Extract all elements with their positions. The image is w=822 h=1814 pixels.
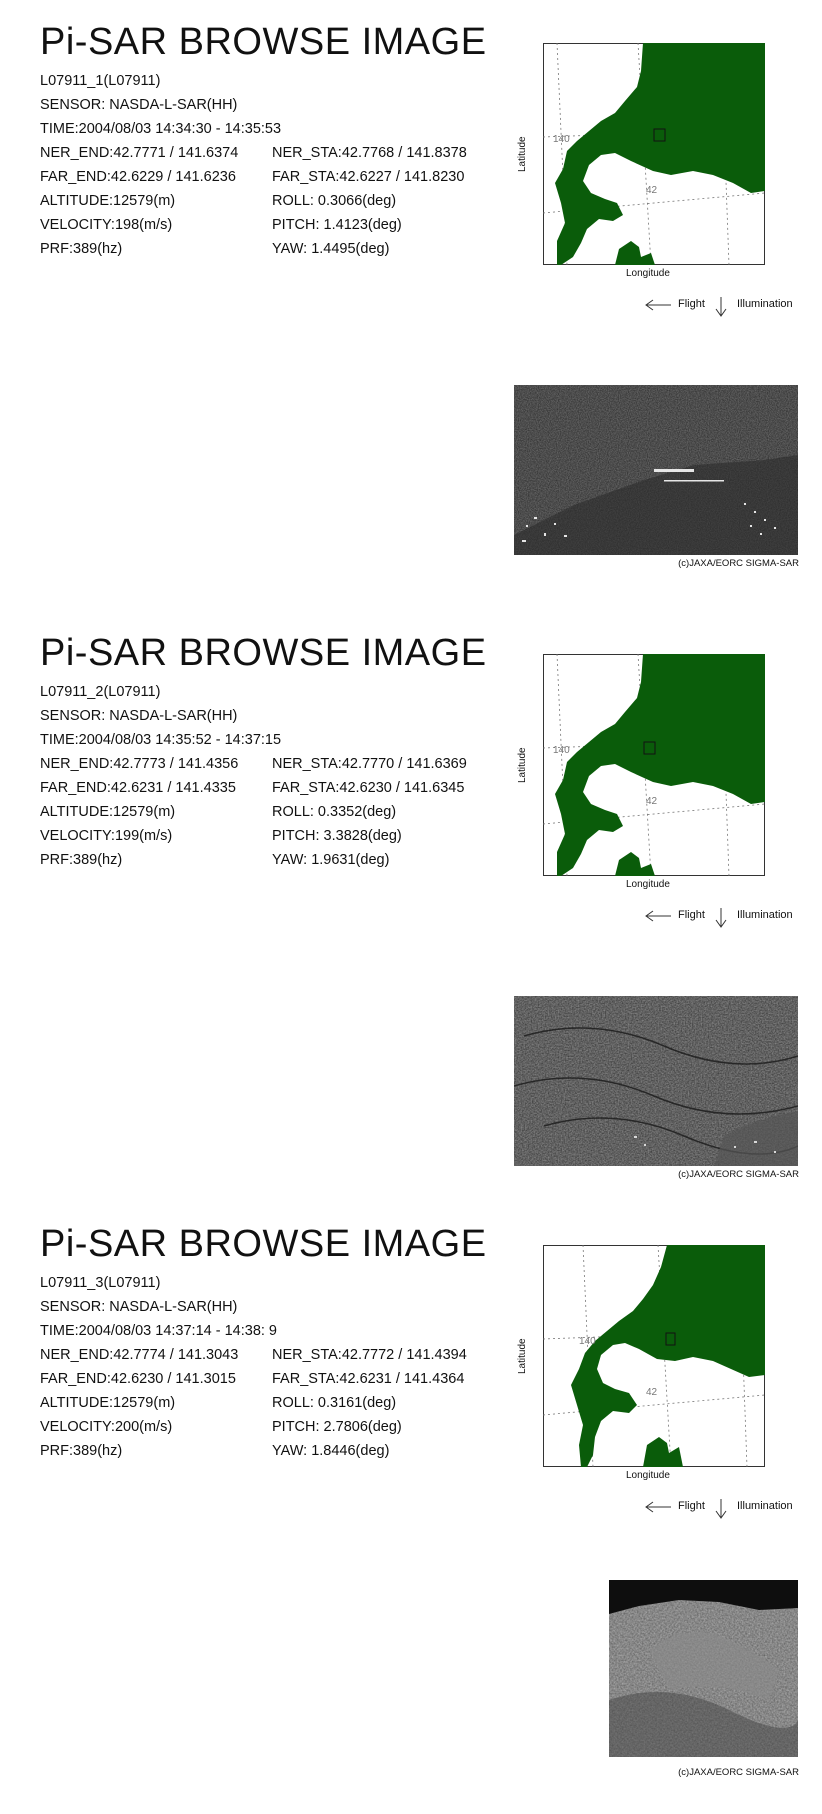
- browse-record-2: [0, 611, 822, 1223]
- location-map: [543, 1245, 765, 1467]
- location-map: [543, 43, 765, 265]
- yaw-text: YAW: 1.9631(deg): [272, 852, 390, 868]
- altitude-text: ALTITUDE:12579(m): [40, 804, 176, 820]
- illumination-arrow-icon: [713, 907, 729, 929]
- grid-label-lat: 42: [646, 796, 658, 807]
- pitch-text: PITCH: 1.4123(deg): [272, 217, 402, 233]
- scene-id: L07911_3(L07911): [40, 1275, 161, 1291]
- yaw-text: YAW: 1.4495(deg): [272, 241, 390, 257]
- ner-sta-text: NER_STA:42.7770 / 141.6369: [272, 756, 467, 772]
- flight-label: Flight: [678, 298, 705, 310]
- far-end-text: FAR_END:42.6231 / 141.4335: [40, 780, 236, 796]
- time-text: TIME:2004/08/03 14:35:52 - 14:37:15: [40, 732, 282, 748]
- time-text: TIME:2004/08/03 14:37:14 - 14:38: 9: [40, 1323, 277, 1339]
- time-text: TIME:2004/08/03 14:34:30 - 14:35:53: [40, 121, 282, 137]
- grid-label-lon: 140: [553, 134, 570, 145]
- prf-text: PRF:389(hz): [40, 241, 123, 257]
- copyright-text: (c)JAXA/EORC SIGMA-SAR: [678, 1169, 799, 1180]
- illumination-arrow-icon: [713, 296, 729, 318]
- illumination-label: Illumination: [737, 298, 793, 310]
- sar-browse-image: [514, 385, 798, 555]
- illumination-label: Illumination: [737, 909, 793, 921]
- browse-record-1: [0, 0, 822, 612]
- longitude-axis-label: Longitude: [626, 268, 670, 279]
- illumination-arrow-icon: [713, 1498, 729, 1520]
- sensor-text: SENSOR: NASDA-L-SAR(HH): [40, 708, 238, 724]
- record-title: Pi-SAR BROWSE IMAGE: [40, 21, 487, 63]
- far-sta-text: FAR_STA:42.6227 / 141.8230: [272, 169, 465, 185]
- scene-id: L07911_2(L07911): [40, 684, 161, 700]
- velocity-text: VELOCITY:200(m/s): [40, 1419, 173, 1435]
- flight-arrow-icon: [643, 909, 673, 923]
- velocity-text: VELOCITY:199(m/s): [40, 828, 173, 844]
- flight-arrow-icon: [643, 1500, 673, 1514]
- ner-end-text: NER_END:42.7774 / 141.3043: [40, 1347, 239, 1363]
- grid-label-lat: 42: [646, 1387, 658, 1398]
- flight-label: Flight: [678, 909, 705, 921]
- browse-record-3: [0, 1202, 822, 1814]
- grid-label-lon: 140: [579, 1336, 596, 1347]
- grid-label-lat: 42: [646, 185, 658, 196]
- flight-label: Flight: [678, 1500, 705, 1512]
- direction-legend: [643, 907, 813, 927]
- roll-text: ROLL: 0.3066(deg): [272, 193, 397, 209]
- longitude-axis-label: Longitude: [626, 879, 670, 890]
- grid-label-lon: 140: [553, 745, 570, 756]
- latitude-axis-label: Latitude: [517, 747, 528, 783]
- altitude-text: ALTITUDE:12579(m): [40, 193, 176, 209]
- ner-end-text: NER_END:42.7771 / 141.6374: [40, 145, 239, 161]
- direction-legend: [643, 1498, 813, 1518]
- far-sta-text: FAR_STA:42.6230 / 141.6345: [272, 780, 465, 796]
- sensor-text: SENSOR: NASDA-L-SAR(HH): [40, 97, 238, 113]
- ner-sta-text: NER_STA:42.7772 / 141.4394: [272, 1347, 467, 1363]
- latitude-axis-label: Latitude: [517, 1338, 528, 1374]
- sar-browse-image: [609, 1580, 798, 1757]
- direction-legend: [643, 296, 813, 316]
- roll-text: ROLL: 0.3352(deg): [272, 804, 397, 820]
- sensor-text: SENSOR: NASDA-L-SAR(HH): [40, 1299, 238, 1315]
- ner-end-text: NER_END:42.7773 / 141.4356: [40, 756, 239, 772]
- illumination-label: Illumination: [737, 1500, 793, 1512]
- prf-text: PRF:389(hz): [40, 852, 123, 868]
- ner-sta-text: NER_STA:42.7768 / 141.8378: [272, 145, 467, 161]
- pitch-text: PITCH: 3.3828(deg): [272, 828, 402, 844]
- yaw-text: YAW: 1.8446(deg): [272, 1443, 390, 1459]
- longitude-axis-label: Longitude: [626, 1470, 670, 1481]
- prf-text: PRF:389(hz): [40, 1443, 123, 1459]
- record-title: Pi-SAR BROWSE IMAGE: [40, 632, 487, 674]
- roll-text: ROLL: 0.3161(deg): [272, 1395, 397, 1411]
- copyright-text: (c)JAXA/EORC SIGMA-SAR: [678, 558, 799, 569]
- far-end-text: FAR_END:42.6229 / 141.6236: [40, 169, 236, 185]
- pitch-text: PITCH: 2.7806(deg): [272, 1419, 402, 1435]
- far-end-text: FAR_END:42.6230 / 141.3015: [40, 1371, 236, 1387]
- velocity-text: VELOCITY:198(m/s): [40, 217, 173, 233]
- far-sta-text: FAR_STA:42.6231 / 141.4364: [272, 1371, 465, 1387]
- latitude-axis-label: Latitude: [517, 136, 528, 172]
- location-map: [543, 654, 765, 876]
- altitude-text: ALTITUDE:12579(m): [40, 1395, 176, 1411]
- record-title: Pi-SAR BROWSE IMAGE: [40, 1223, 487, 1265]
- flight-arrow-icon: [643, 298, 673, 312]
- sar-browse-image: [514, 996, 798, 1166]
- copyright-text: (c)JAXA/EORC SIGMA-SAR: [678, 1767, 799, 1778]
- scene-id: L07911_1(L07911): [40, 73, 161, 89]
